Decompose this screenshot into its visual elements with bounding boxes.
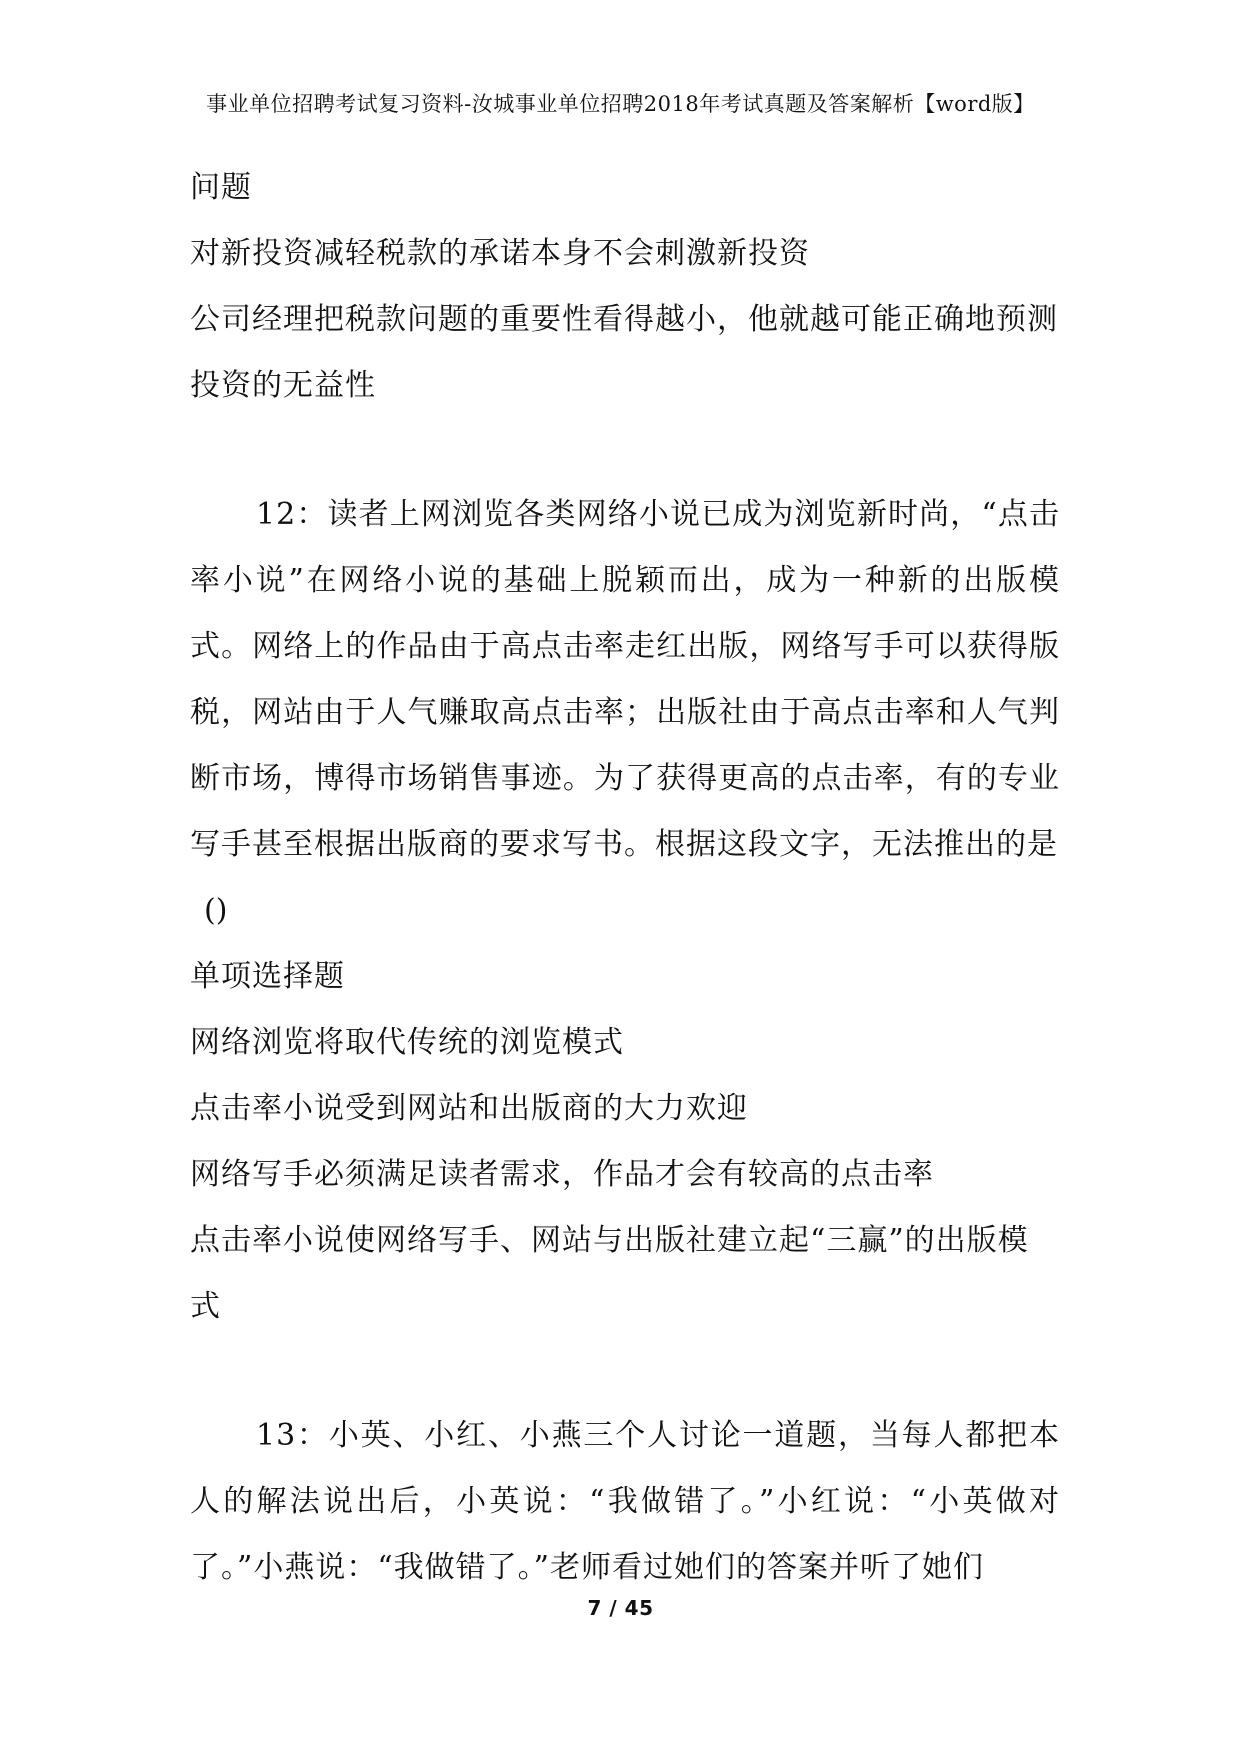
q12-option: 网络浏览将取代传统的浏览模式 xyxy=(190,1025,624,1060)
question-13 xyxy=(190,1403,1060,1601)
q12-option: 点击率小说受到网站和出版商的大力欢迎 xyxy=(190,1091,748,1126)
question-12-text: 12：读者上网浏览各类网络小说已成为浏览新时尚，“点击率小说”在网络小说的基础上脱颖而出，成为一种新的出版模式。网络上的作品由于高点击率走红出版，网络写手可以获得版税，网站由于人气赚取高点击率；出版社由于高点击率和人气判断市场，博得市场销售事迹。为了获得更高的点击率，有的专业写手甚至根据出版商的要求写书。根据这段文字，无法推出的是 xyxy=(190,497,1060,862)
page-indicator: 7 / 45 xyxy=(587,1596,654,1620)
question-type-label: 单项选择题 xyxy=(190,959,345,994)
page-content xyxy=(190,155,1060,1601)
q11-option: 公司经理把税款问题的重要性看得越小，他就越可能正确地预测 xyxy=(190,302,1058,337)
spacer xyxy=(190,1340,1060,1403)
question-13-text: 13：小英、小红、小燕三个人讨论一道题，当每人都把本人的解法说出后，小英说：“我做错了。”小红说：“小英做对了。”小燕说：“我做错了。”老师看过她们的答案并听了她们 xyxy=(190,1418,1060,1585)
answer-blank: () xyxy=(204,893,228,928)
q12-option: 网络写手必须满足读者需求，作品才会有较高的点击率 xyxy=(190,1157,934,1192)
q12-option: 点击率小说使网络写手、网站与出版社建立起“三赢”的出版模 xyxy=(190,1223,1029,1258)
q11-option: 投资的无益性 xyxy=(190,368,376,403)
q11-line: 问题 xyxy=(190,170,252,205)
q11-option: 对新投资减轻税款的承诺本身不会刺激新投资 xyxy=(190,236,810,271)
spacer xyxy=(190,419,1060,482)
document-header: 事业单位招聘考试复习资料-汝城事业单位招聘2018年考试真题及答案解析【word版】 xyxy=(206,92,1035,116)
q12-option-continuation: 式 xyxy=(190,1289,221,1324)
question-12 xyxy=(190,482,1060,878)
